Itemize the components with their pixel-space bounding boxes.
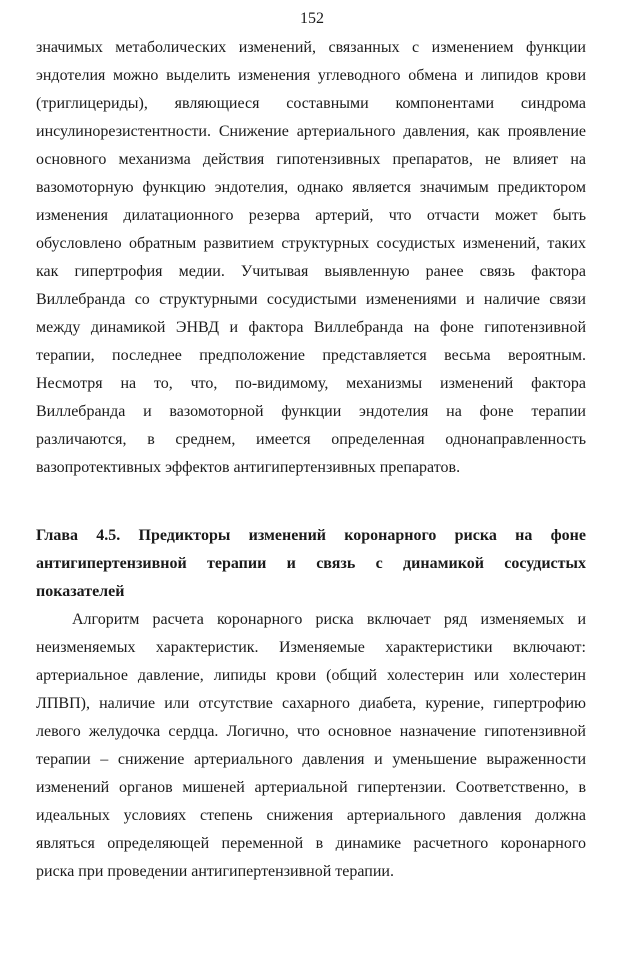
text-line: Алгоритм расчета коронарного риска включает ряд изменяемых и <box>72 611 586 628</box>
text-line: между динамикой ЭНВД и фактора Виллебранда на фоне гипотензивной <box>36 319 586 336</box>
text-line: обусловлено обратным развитием структурных сосудистых изменений, таких <box>36 235 586 252</box>
text-line: изменений органов мишеней артериальной гипертензии. Соответственно, в <box>36 779 586 796</box>
text-line: риска при проведении антигипертензивной терапии. <box>36 863 394 880</box>
heading-line: антигипертензивной терапии и связь с динамикой сосудистых <box>36 555 586 572</box>
heading-line: показателей <box>36 583 125 600</box>
text-line: идеальных условиях степень снижения артериального давления должна <box>36 807 586 824</box>
heading-line: Глава 4.5. Предикторы изменений коронарного риска на фоне <box>36 527 586 544</box>
text-line: терапии – снижение артериального давления и уменьшение выраженности <box>36 751 586 768</box>
text-line: Виллебранда и вазомоторной функции эндотелия на фоне терапии <box>36 403 586 420</box>
text-line: ЛПВП), наличие или отсутствие сахарного диабета, курение, гипертрофию <box>36 695 586 712</box>
text-line: инсулинорезистентности. Снижение артериального давления, как проявление <box>36 123 586 140</box>
text-line: неизменяемых характеристик. Изменяемые характеристики включают: <box>36 639 586 656</box>
text-line: артериальное давление, липиды крови (общий холестерин или холестерин <box>36 667 586 684</box>
text-line: различаются, в среднем, имеется определенная однонаправленность <box>36 431 586 448</box>
text-line: изменения дилатационного резерва артерий, что отчасти может быть <box>36 207 586 224</box>
text-line: левого желудочка сердца. Логично, что основное назначение гипотензивной <box>36 723 586 740</box>
text-line: Несмотря на то, что, по-видимому, механизмы изменений фактора <box>36 375 586 392</box>
text-line: терапии, последнее предположение представляется весьма вероятным. <box>36 347 586 364</box>
text-line: вазомоторную функцию эндотелия, однако является значимым предиктором <box>36 179 586 196</box>
text-line: (триглицериды), являющиеся составными компонентами синдрома <box>36 95 586 112</box>
text-line: основного механизма действия гипотензивных препаратов, не влияет на <box>36 151 586 168</box>
text-line: вазопротективных эффектов антигипертензивных препаратов. <box>36 459 461 476</box>
text-line: эндотелия можно выделить изменения углеводного обмена и липидов крови <box>36 67 586 84</box>
text-line: Виллебранда со структурными сосудистыми изменениями и наличие связи <box>36 291 586 308</box>
page-number: 152 <box>300 10 324 27</box>
text-line: значимых метаболических изменений, связанных с изменением функции <box>36 39 586 56</box>
text-line: как гипертрофия медии. Учитывая выявленную ранее связь фактора <box>36 263 586 280</box>
text-line: являться определяющей переменной в динамике расчетного коронарного <box>36 835 586 852</box>
